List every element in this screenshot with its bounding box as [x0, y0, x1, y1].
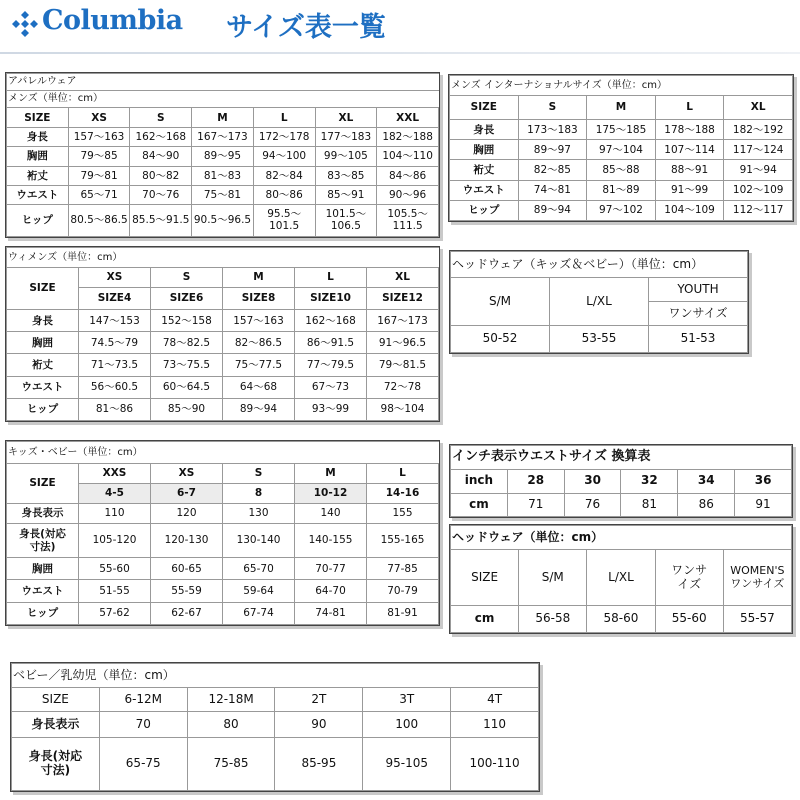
- header-cell: 6-7: [151, 484, 223, 504]
- table-cell: 74-81: [295, 602, 367, 624]
- table-cell: 34: [678, 470, 735, 494]
- table-cell: 89〜94: [223, 398, 295, 420]
- table-cell: 75〜81: [192, 185, 254, 204]
- table-cell: 81〜83: [192, 166, 254, 185]
- header-cell: XS: [79, 268, 151, 288]
- mens-subtitle: メンズ（単位：cm）: [7, 91, 192, 108]
- table-cell: 93〜99: [295, 398, 367, 420]
- table-cell: 51-53: [649, 326, 748, 353]
- table-cell: 51-55: [79, 580, 151, 602]
- table-cell: 74.5〜79: [79, 332, 151, 354]
- table-cell: 58-60: [587, 606, 655, 633]
- table-cell: 152〜158: [151, 310, 223, 332]
- table-cell: 55-60: [79, 558, 151, 580]
- baby-title: ベビー／乳幼児（単位：cm）: [12, 664, 188, 688]
- table-cell: 130: [223, 504, 295, 524]
- table-cell: 59-64: [223, 580, 295, 602]
- table-cell: 167〜173: [367, 310, 439, 332]
- table-cell: 81-91: [367, 602, 439, 624]
- table-cell: 162〜168: [295, 310, 367, 332]
- table-cell: 55-57: [723, 606, 791, 633]
- row-label: 裄丈: [7, 354, 79, 376]
- table-cell: 90: [275, 712, 363, 738]
- table-cell: 67-74: [223, 602, 295, 624]
- row-label: cm: [451, 493, 508, 517]
- row-label: ウエスト: [450, 180, 519, 200]
- brand-name: Columbia: [42, 5, 183, 36]
- table-cell: 32: [621, 470, 678, 494]
- header-cell: SIZE: [12, 688, 100, 712]
- table-cell: 91: [735, 493, 792, 517]
- baby-table: [10, 662, 540, 792]
- table-cell: 75-85: [187, 738, 275, 791]
- table-cell: 85〜91: [315, 185, 377, 204]
- header-divider: [0, 52, 800, 54]
- table-cell: 72〜78: [367, 376, 439, 398]
- row-label: 胸囲: [7, 147, 69, 166]
- table-cell: 173〜183: [518, 120, 587, 140]
- header-cell: S: [518, 96, 587, 120]
- page-title: サイズ表一覧: [226, 12, 386, 43]
- table-cell: 105.5〜 111.5: [377, 204, 439, 236]
- table-cell: 182〜192: [724, 120, 793, 140]
- table-cell: 98〜104: [367, 398, 439, 420]
- table-cell: 60-65: [151, 558, 223, 580]
- table-cell: 155-165: [367, 524, 439, 558]
- row-label: 裄丈: [450, 160, 519, 180]
- table-cell: 91〜99: [655, 180, 724, 200]
- table-cell: 80〜82: [130, 166, 192, 185]
- table-cell: 112〜117: [724, 200, 793, 220]
- table-cell: 110: [79, 504, 151, 524]
- header-cell: WOMEN'S ワンサイズ: [723, 550, 791, 606]
- table-cell: 120: [151, 504, 223, 524]
- table-cell: 78〜82.5: [151, 332, 223, 354]
- table-cell: 65-75: [99, 738, 187, 791]
- table-cell: 89〜97: [518, 140, 587, 160]
- header-cell: XL: [724, 96, 793, 120]
- table-cell: 90.5〜96.5: [192, 204, 254, 236]
- table-cell: 86〜91.5: [295, 332, 367, 354]
- table-cell: 82〜86.5: [223, 332, 295, 354]
- header-cell: XS: [68, 108, 130, 128]
- headwear-kids-table: [449, 250, 749, 354]
- row-label: ウエスト: [7, 185, 69, 204]
- table-cell: 74〜81: [518, 180, 587, 200]
- row-label: 身長表示: [7, 504, 79, 524]
- header-cell: 4T: [451, 688, 539, 712]
- table-cell: 75〜77.5: [223, 354, 295, 376]
- header-cell: SIZE12: [367, 288, 439, 310]
- table-cell: 140: [295, 504, 367, 524]
- header-cell: SIZE: [450, 96, 519, 120]
- table-cell: 95.5〜 101.5: [253, 204, 315, 236]
- header-cell: S/M: [451, 278, 550, 326]
- row-label: 胸囲: [7, 558, 79, 580]
- table-cell: 104〜109: [655, 200, 724, 220]
- size-header: SIZE: [7, 268, 79, 310]
- table-cell: 97〜104: [587, 140, 656, 160]
- table-cell: 99〜105: [315, 147, 377, 166]
- table-cell: 167〜173: [192, 128, 254, 147]
- row-label: 身長表示: [12, 712, 100, 738]
- headwear-table: [449, 524, 793, 634]
- table-cell: 71〜73.5: [79, 354, 151, 376]
- row-label: ヒップ: [450, 200, 519, 220]
- table-cell: 30: [564, 470, 621, 494]
- header-cell: XS: [151, 464, 223, 484]
- table-cell: 85〜90: [151, 398, 223, 420]
- row-label: 身長: [7, 128, 69, 147]
- table-cell: 36: [735, 470, 792, 494]
- table-cell: 157〜163: [68, 128, 130, 147]
- table-cell: 81: [621, 493, 678, 517]
- mens-intl-title: メンズ インターナショナルサイズ（単位：cm）: [450, 76, 793, 96]
- header-cell: 8: [223, 484, 295, 504]
- table-cell: 64-70: [295, 580, 367, 602]
- table-cell: 86: [678, 493, 735, 517]
- header-cell: L: [295, 268, 367, 288]
- header-cell: SIZE4: [79, 288, 151, 310]
- row-label: 身長(対応 寸法): [7, 524, 79, 558]
- header-cell: SIZE: [7, 108, 69, 128]
- table-cell: 60〜64.5: [151, 376, 223, 398]
- kids-title: キッズ・ベビー（単位：cm）: [7, 442, 151, 464]
- header-cell: M: [587, 96, 656, 120]
- table-cell: 104〜110: [377, 147, 439, 166]
- table-cell: 65-70: [223, 558, 295, 580]
- table-cell: 175〜185: [587, 120, 656, 140]
- table-cell: 81〜89: [587, 180, 656, 200]
- table-cell: 117〜124: [724, 140, 793, 160]
- table-cell: 84〜90: [130, 147, 192, 166]
- table-cell: 157〜163: [223, 310, 295, 332]
- inch-waist-table: [449, 444, 793, 518]
- header-cell: L/XL: [587, 550, 655, 606]
- table-cell: 70: [99, 712, 187, 738]
- header-cell: L: [367, 464, 439, 484]
- table-cell: 85.5〜91.5: [130, 204, 192, 236]
- table-cell: 71: [507, 493, 564, 517]
- mens-international-table: [448, 74, 794, 222]
- row-label: ヒップ: [7, 602, 79, 624]
- table-cell: 82〜85: [518, 160, 587, 180]
- table-cell: 70-77: [295, 558, 367, 580]
- table-cell: 57-62: [79, 602, 151, 624]
- header-cell: YOUTH: [649, 278, 748, 302]
- table-cell: 56-58: [519, 606, 587, 633]
- table-cell: 80: [187, 712, 275, 738]
- table-cell: 88〜91: [655, 160, 724, 180]
- table-cell: 80.5〜86.5: [68, 204, 130, 236]
- table-cell: 85〜88: [587, 160, 656, 180]
- size-header: SIZE: [7, 464, 79, 504]
- header-cell: S: [223, 464, 295, 484]
- table-cell: 82〜84: [253, 166, 315, 185]
- table-cell: 177〜183: [315, 128, 377, 147]
- table-cell: 147〜153: [79, 310, 151, 332]
- table-cell: 81〜86: [79, 398, 151, 420]
- table-cell: 120-130: [151, 524, 223, 558]
- table-cell: 91〜94: [724, 160, 793, 180]
- table-cell: 77-85: [367, 558, 439, 580]
- table-cell: 97〜102: [587, 200, 656, 220]
- table-cell: 76: [564, 493, 621, 517]
- table-cell: 95-105: [363, 738, 451, 791]
- table-cell: 28: [507, 470, 564, 494]
- apparel-mens-table: [5, 72, 440, 238]
- row-label: 胸囲: [450, 140, 519, 160]
- table-cell: 94〜100: [253, 147, 315, 166]
- row-label: ヒップ: [7, 204, 69, 236]
- row-label: inch: [451, 470, 508, 494]
- table-cell: 107〜114: [655, 140, 724, 160]
- row-label: 身長: [450, 120, 519, 140]
- table-cell: 105-120: [79, 524, 151, 558]
- table-cell: 62-67: [151, 602, 223, 624]
- table-cell: 110: [451, 712, 539, 738]
- header-cell: 3T: [363, 688, 451, 712]
- table-cell: 56〜60.5: [79, 376, 151, 398]
- header-cell: L: [253, 108, 315, 128]
- table-cell: 79〜81.5: [367, 354, 439, 376]
- table-cell: 83〜85: [315, 166, 377, 185]
- table-cell: 162〜168: [130, 128, 192, 147]
- columbia-logo-icon: [12, 11, 38, 37]
- table-cell: 100-110: [451, 738, 539, 791]
- row-label: ヒップ: [7, 398, 79, 420]
- headwear-title: ヘッドウェア（単位：cm）: [451, 526, 792, 550]
- womens-title: ウィメンズ（単位：cm）: [7, 248, 151, 268]
- table-cell: 55-59: [151, 580, 223, 602]
- table-cell: 85-95: [275, 738, 363, 791]
- table-cell: 70-79: [367, 580, 439, 602]
- table-cell: 80〜86: [253, 185, 315, 204]
- row-label: ウエスト: [7, 376, 79, 398]
- header-cell: SIZE8: [223, 288, 295, 310]
- table-cell: 84〜86: [377, 166, 439, 185]
- header-cell: S/M: [519, 550, 587, 606]
- page-header: [0, 0, 800, 58]
- header-cell: 4-5: [79, 484, 151, 504]
- table-cell: 53-55: [550, 326, 649, 353]
- table-cell: 89〜94: [518, 200, 587, 220]
- row-label: 身長: [7, 310, 79, 332]
- table-cell: 182〜188: [377, 128, 439, 147]
- table-cell: 70〜76: [130, 185, 192, 204]
- header-cell: M: [295, 464, 367, 484]
- womens-table: [5, 246, 440, 422]
- table-cell: 172〜178: [253, 128, 315, 147]
- header-cell: 10-12: [295, 484, 367, 504]
- kids-baby-table: [5, 440, 440, 626]
- table-cell: 102〜109: [724, 180, 793, 200]
- table-cell: 65〜71: [68, 185, 130, 204]
- header-cell: 2T: [275, 688, 363, 712]
- header-cell: M: [192, 108, 254, 128]
- header-cell: SIZE10: [295, 288, 367, 310]
- row-label: 身長(対応 寸法): [12, 738, 100, 791]
- table-cell: 100: [363, 712, 451, 738]
- table-cell: 67〜73: [295, 376, 367, 398]
- table-cell: 90〜96: [377, 185, 439, 204]
- header-cell: XL: [315, 108, 377, 128]
- table-cell: 79〜85: [68, 147, 130, 166]
- table-cell: 130-140: [223, 524, 295, 558]
- header-cell: S: [151, 268, 223, 288]
- header-cell: XL: [367, 268, 439, 288]
- apparel-title: アパレルウェア: [7, 74, 192, 91]
- inch-waist-title: インチ表示ウエストサイズ 換算表: [451, 446, 792, 470]
- table-cell: 64〜68: [223, 376, 295, 398]
- header-cell: L: [655, 96, 724, 120]
- table-cell: 77〜79.5: [295, 354, 367, 376]
- row-label: 裄丈: [7, 166, 69, 185]
- table-cell: 140-155: [295, 524, 367, 558]
- header-cell: M: [223, 268, 295, 288]
- table-cell: 79〜81: [68, 166, 130, 185]
- table-cell: 101.5〜 106.5: [315, 204, 377, 236]
- table-cell: 89〜95: [192, 147, 254, 166]
- header-cell: L/XL: [550, 278, 649, 326]
- table-cell: 50-52: [451, 326, 550, 353]
- header-cell: ワンサイズ: [649, 302, 748, 326]
- table-cell: 73〜75.5: [151, 354, 223, 376]
- row-label: ウエスト: [7, 580, 79, 602]
- header-cell: 14-16: [367, 484, 439, 504]
- row-label: 胸囲: [7, 332, 79, 354]
- table-cell: 178〜188: [655, 120, 724, 140]
- header-cell: 6-12M: [99, 688, 187, 712]
- header-cell: XXS: [79, 464, 151, 484]
- row-label: cm: [451, 606, 519, 633]
- header-cell: XXL: [377, 108, 439, 128]
- headwear-kids-title: ヘッドウェア（キッズ＆ベビー）（単位：cm）: [451, 252, 748, 278]
- table-cell: 155: [367, 504, 439, 524]
- header-cell: 12-18M: [187, 688, 275, 712]
- header-cell: S: [130, 108, 192, 128]
- header-cell: ワンサ イズ: [655, 550, 723, 606]
- header-cell: SIZE6: [151, 288, 223, 310]
- header-cell: SIZE: [451, 550, 519, 606]
- table-cell: 55-60: [655, 606, 723, 633]
- table-cell: 91〜96.5: [367, 332, 439, 354]
